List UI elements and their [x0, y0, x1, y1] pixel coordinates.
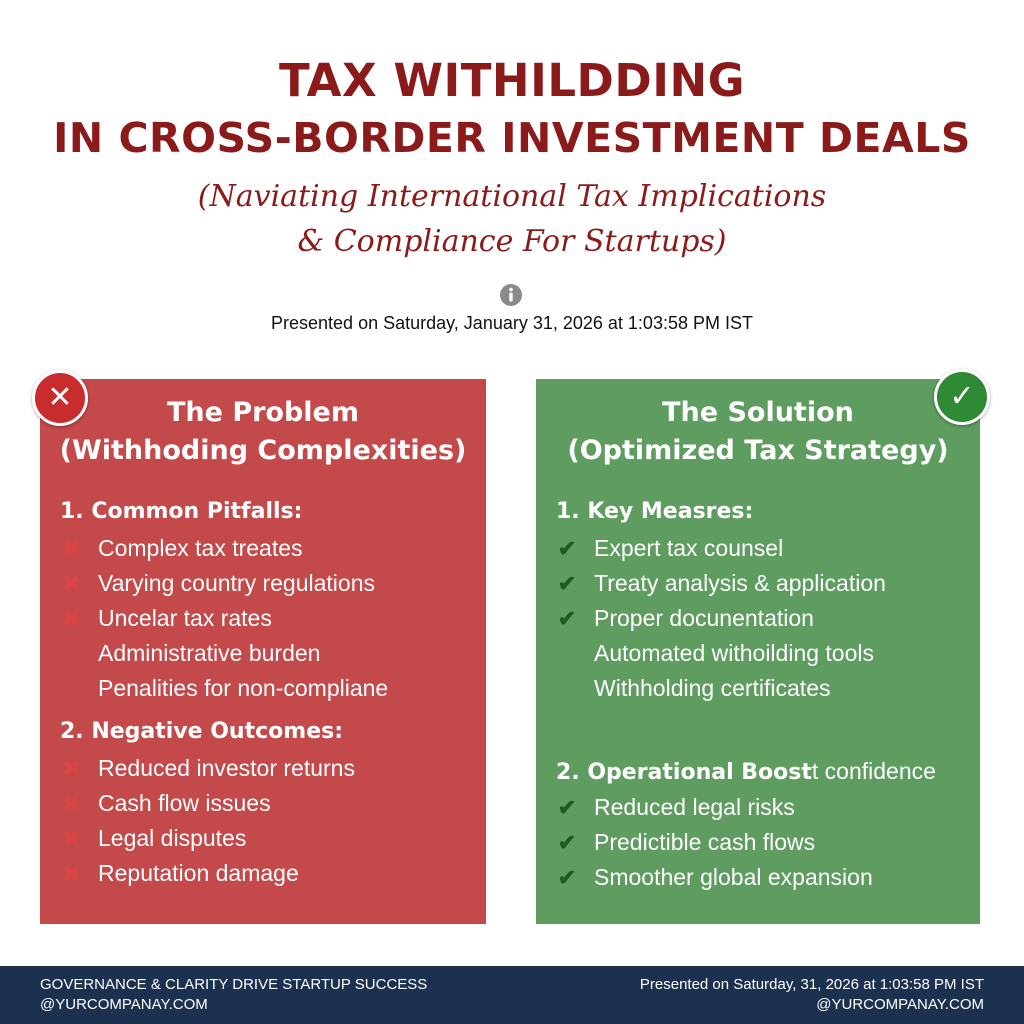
check-mark-icon: ✔ [557, 830, 577, 855]
check-mark-icon: ✔ [557, 536, 577, 561]
solution-heading: The Solution [662, 397, 854, 428]
check-mark-icon: ✔ [557, 865, 577, 890]
common-pitfalls-heading: 1. Common Pitfalls: [60, 499, 303, 524]
page-subtitle-line1: (Naviating International Tax Implications [197, 179, 827, 214]
footer-presented-date: Presented on Saturday, 31, 2026 at 1:03:58 PM IST [639, 976, 984, 993]
footer-website-link[interactable]: @YURCOMPANAY.COM [40, 996, 208, 1013]
x-mark-icon: ✖ [61, 536, 81, 561]
list-item: Withholding certificates [594, 675, 831, 701]
check-icon: ✓ [934, 369, 990, 425]
footer-bar [0, 966, 1024, 1024]
check-mark-icon: ✔ [557, 606, 577, 631]
page-title-line2: IN CROSS-BORDER INVESTMENT DEALS [53, 114, 971, 162]
list-item: ✖ Reputation damage [60, 857, 299, 889]
presented-date: Presented on Saturday, January 31, 2026 at 1:03:58 PM IST [271, 313, 753, 333]
problem-panel [40, 379, 486, 924]
solution-panel [536, 379, 980, 924]
list-item: ✔ Treaty analysis & application [556, 567, 886, 599]
check-mark-icon: ✔ [557, 571, 577, 596]
list-item: ✖ Varying country regulations [60, 567, 375, 599]
x-mark-icon: ✖ [61, 861, 81, 886]
footer-tagline: GOVERNANCE & CLARITY DRIVE STARTUP SUCCESS [40, 976, 428, 993]
list-item: Administrative burden [98, 640, 321, 666]
x-mark-icon: ✖ [61, 826, 81, 851]
info-icon[interactable] [499, 283, 523, 307]
list-item: Automated withoilding tools [594, 640, 874, 666]
x-icon: ✕ [32, 370, 88, 426]
footer-website-link-right[interactable]: @YURCOMPANAY.COM [816, 996, 984, 1013]
problem-subheading: (Withhoding Complexities) [59, 435, 467, 466]
page-subtitle-line2: & Compliance For Startups) [297, 224, 727, 259]
list-item: ✖ Legal disputes [60, 822, 246, 854]
key-measures-heading: 1. Key Measres: [556, 499, 754, 524]
list-item: ✖ Reduced investor returns [60, 752, 355, 784]
list-item: ✔ Proper docunentation [556, 602, 814, 634]
solution-subheading: (Optimized Tax Strategy) [567, 435, 949, 466]
page-title-line1: TAX WITHILDDING [278, 54, 746, 107]
list-item: ✖ Uncelar tax rates [60, 602, 272, 634]
x-mark-icon: ✖ [61, 606, 81, 631]
list-item: ✔ Predictible cash flows [556, 826, 815, 858]
list-item: ✖ Complex tax treates [60, 532, 303, 564]
list-item: ✔ Smoother global expansion [556, 861, 873, 893]
list-item: Penalities for non-compliane [98, 675, 389, 701]
operational-boost-heading: 2. Operational Boostt confidence [556, 758, 936, 785]
negative-outcomes-heading: 2. Negative Outcomes: [60, 719, 344, 744]
problem-heading: The Problem [166, 397, 360, 428]
x-mark-icon: ✖ [61, 756, 81, 781]
list-item: ✔ Expert tax counsel [556, 532, 783, 564]
x-mark-icon: ✖ [61, 571, 81, 596]
list-item: ✔ Reduced legal risks [556, 791, 795, 823]
x-mark-icon: ✖ [61, 791, 81, 816]
list-item: ✖ Cash flow issues [60, 787, 271, 819]
check-mark-icon: ✔ [557, 795, 577, 820]
